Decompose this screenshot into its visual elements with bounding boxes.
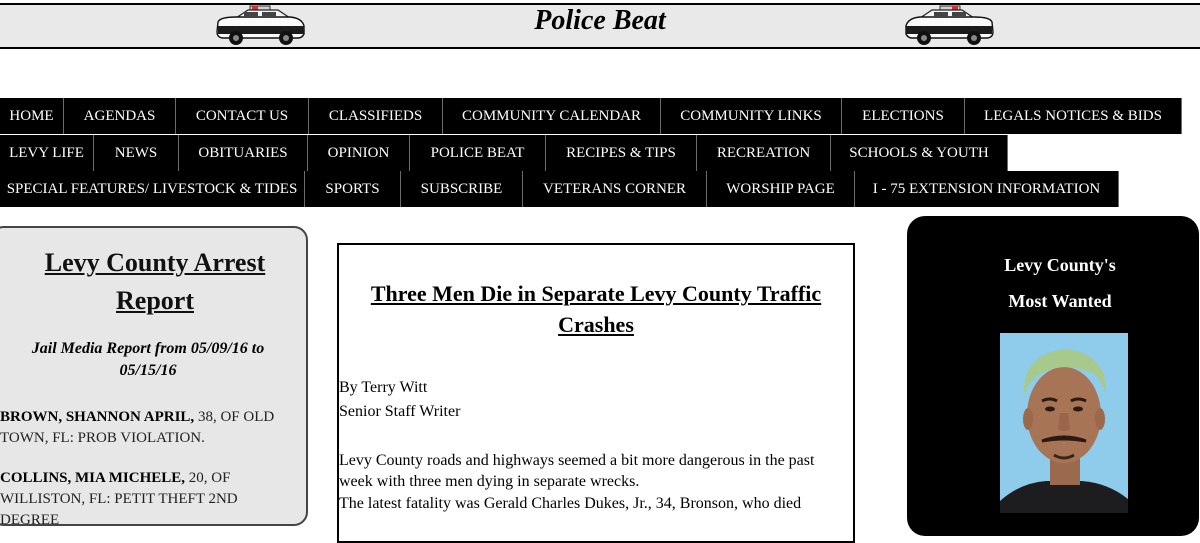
nav-item-veterans-corner[interactable]: VETERANS CORNER <box>523 171 707 207</box>
nav-item-special-features[interactable]: SPECIAL FEATURES/ LIVESTOCK & TIDES <box>0 171 305 207</box>
nav-item-community-links[interactable]: COMMUNITY LINKS <box>661 98 842 134</box>
article-byline: By Terry Witt <box>339 379 428 396</box>
arrest-detail: WILLISTON, FL: PETIT THEFT 2ND DEGREE <box>0 491 238 528</box>
arrest-entry <box>0 468 300 531</box>
arrest-name: COLLINS, MIA MICHELE, <box>0 470 186 486</box>
article-line: week with three men dying in separate wrecks. <box>339 473 640 490</box>
nav-item-news[interactable]: NEWS <box>94 135 179 171</box>
arrest-report-title-line1: Levy County Arrest <box>44 248 266 277</box>
mugshot-photo[interactable] <box>1000 333 1128 513</box>
article-headline[interactable] <box>345 278 847 340</box>
article-paragraph <box>339 493 849 514</box>
nav-item-obituaries[interactable]: OBITUARIES <box>179 135 308 171</box>
article-headline-line1: Three Men Die in Separate Levy County Traffic <box>370 281 822 306</box>
nav-item-subscribe[interactable]: SUBSCRIBE <box>401 171 523 207</box>
nav-item-recipes-tips[interactable]: RECIPES & TIPS <box>546 135 697 171</box>
nav-item-worship-page[interactable]: WORSHIP PAGE <box>707 171 855 207</box>
article-line: The latest fatality was Gerald Charles Dukes, Jr., 34, Bronson, who died <box>339 495 802 512</box>
arrest-report-title-line2: Report <box>116 286 194 315</box>
nav-row-3 <box>0 171 1119 207</box>
article-headline-line2: Crashes <box>558 312 634 337</box>
jail-media-report <box>0 338 296 382</box>
page-title: Police Beat <box>534 5 666 36</box>
nav-item-community-calendar[interactable]: COMMUNITY CALENDAR <box>443 98 661 134</box>
most-wanted-title-line2: Most Wanted <box>1008 291 1112 311</box>
nav-item-i75-extension[interactable]: I - 75 EXTENSION INFORMATION <box>855 171 1119 207</box>
nav-item-home[interactable]: HOME <box>0 98 64 134</box>
article-line: Levy County roads and highways seemed a bit more dangerous in the past <box>339 452 815 469</box>
nav-item-classifieds[interactable]: CLASSIFIEDS <box>309 98 443 134</box>
police-car-icon <box>904 4 996 48</box>
nav-item-police-beat[interactable]: POLICE BEAT <box>410 135 546 171</box>
nav-item-agendas[interactable]: AGENDAS <box>64 98 176 134</box>
nav-item-opinion[interactable]: OPINION <box>308 135 410 171</box>
nav-row-2 <box>0 135 1008 171</box>
nav-row-1 <box>0 98 1182 134</box>
jail-media-report-line2: 05/15/16 <box>119 362 177 379</box>
nav-item-elections[interactable]: ELECTIONS <box>842 98 965 134</box>
nav-item-levy-life[interactable]: LEVY LIFE <box>0 135 94 171</box>
arrest-detail: TOWN, FL: PROB VIOLATION. <box>0 430 205 446</box>
arrest-detail: 38, OF OLD <box>194 409 275 425</box>
article-paragraph <box>339 450 849 492</box>
jail-media-report-line1: Jail Media Report from 05/09/16 to <box>31 340 265 357</box>
nav-item-legals-notices-bids[interactable]: LEGALS NOTICES & BIDS <box>965 98 1182 134</box>
arrest-entry <box>0 407 300 449</box>
article-author-title: Senior Staff Writer <box>339 403 461 420</box>
most-wanted-title-line1: Levy County's <box>1004 255 1116 275</box>
nav-item-recreation[interactable]: RECREATION <box>697 135 831 171</box>
arrest-name: BROWN, SHANNON APRIL, <box>0 409 195 425</box>
nav-item-contact-us[interactable]: CONTACT US <box>176 98 309 134</box>
nav-item-sports[interactable]: SPORTS <box>305 171 401 207</box>
arrest-report-title[interactable] <box>0 244 310 320</box>
nav-item-schools-youth[interactable]: SCHOOLS & YOUTH <box>831 135 1008 171</box>
arrest-detail: 20, OF <box>185 470 231 486</box>
